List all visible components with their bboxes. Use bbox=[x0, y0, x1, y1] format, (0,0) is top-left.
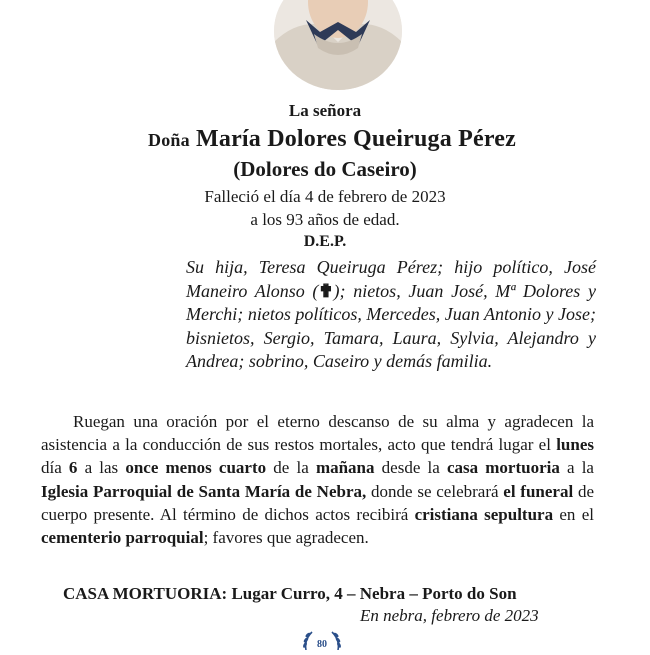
funeral-details bbox=[41, 410, 594, 549]
body-bold: 6 bbox=[68, 458, 78, 478]
family-text-1: Su hija, Teresa Queiruga Pérez; hijo político, José Maneiro Alonso ( bbox=[186, 257, 596, 301]
body-text: a las bbox=[77, 458, 126, 478]
body-text: a la bbox=[559, 458, 594, 478]
name-prefix: Doña bbox=[148, 130, 190, 150]
dep-text: D.E.P. bbox=[303, 233, 347, 250]
honorific: La señora bbox=[288, 101, 362, 120]
body-bold: cementerio parroquial bbox=[41, 528, 204, 548]
body-bold: el funeral bbox=[503, 481, 574, 501]
age-line: a los 93 años de edad. bbox=[250, 210, 400, 229]
death-date-line: Falleció el día 4 de febrero de 2023 bbox=[204, 187, 446, 206]
family-text-2: ); nietos, Juan José, Mª Dolores y Merchi; nietos políticos, Mercedes, Juan Antonio y Jose; bisnietos, Sergio, Tamara, Laura, Sylvia, Alejandro y Andrea; sobrino, Caseiro y demás familia. bbox=[186, 280, 596, 372]
cross-icon: ✟ bbox=[318, 280, 334, 301]
body-bold: once menos cuarto bbox=[125, 458, 267, 478]
dateline: En nebra, febrero de 2023 bbox=[360, 606, 539, 625]
funeral-home-address: CASA MORTUORIA: Lugar Curro, 4 – Nebra – Porto do Son bbox=[63, 584, 517, 603]
body-text: día bbox=[41, 458, 69, 478]
body-text: desde la bbox=[374, 458, 447, 478]
body-bold: cristiana sepultura bbox=[414, 504, 554, 524]
anniversary-laurel-logo bbox=[292, 628, 352, 650]
alias: (Dolores do Caseiro) bbox=[233, 157, 417, 181]
deceased-name bbox=[148, 126, 516, 153]
body-bold: lunes bbox=[556, 435, 594, 455]
name-text: María Dolores Queiruga Pérez bbox=[196, 126, 516, 152]
body-text: Ruegan una oración por el eterno descanso de su alma y agradecen la asistencia a la conducción de sus restos mortales, acto que tendrá lugar el bbox=[41, 412, 594, 455]
family-list bbox=[186, 256, 596, 374]
body-text: de cuerpo presente. Al término de dichos actos recibirá bbox=[41, 481, 595, 524]
body-bold: casa mortuoria bbox=[446, 458, 560, 478]
logo-number: 80 bbox=[317, 639, 327, 650]
body-text: ; favores que agradecen. bbox=[203, 528, 369, 548]
body-bold: Iglesia Parroquial de Santa María de Nebra, bbox=[41, 481, 367, 501]
body-text: donde se celebrará bbox=[366, 481, 504, 501]
body-text: de la bbox=[266, 458, 316, 478]
body-bold: mañana bbox=[315, 458, 375, 478]
portrait-photo bbox=[274, 0, 402, 90]
body-text: en el bbox=[553, 504, 594, 524]
